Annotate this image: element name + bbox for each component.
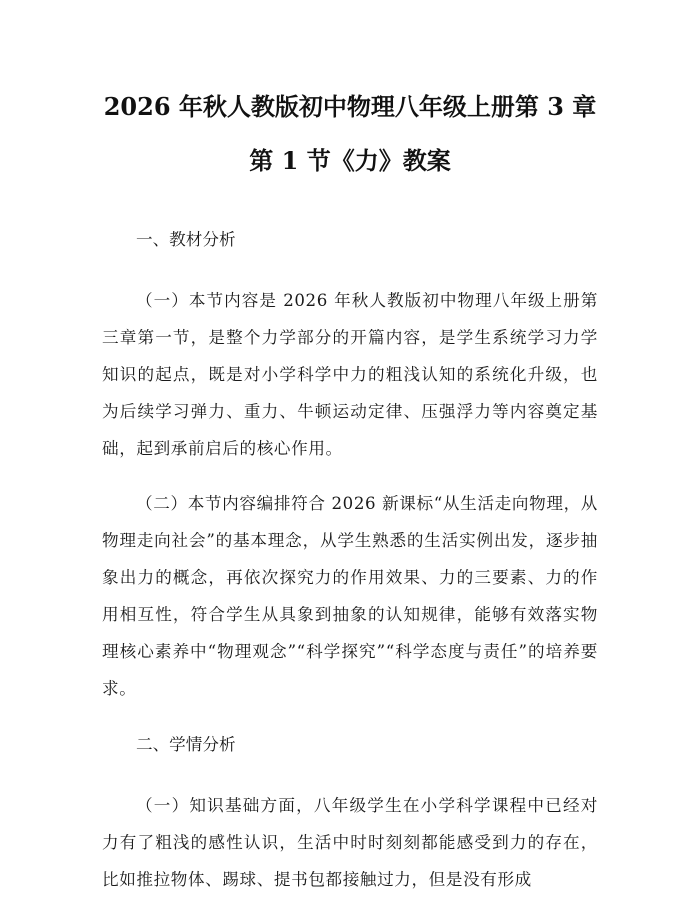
section-heading-textbook-analysis: 一、教材分析 [136, 230, 236, 249]
paragraph: （一）知识基础方面，八年级学生在小学科学课程中已经对力有了粗浅的感性认识，生活中时时刻刻都能感受到力的存在，比如推拉物体、踢球、提书包都接触过力，但是没有形成 [102, 796, 598, 889]
section-heading-student-analysis: 二、学情分析 [136, 735, 236, 754]
paragraph: （一）本节内容是 2026 年秋人教版初中物理八年级上册第三章第一节，是整个力学部分的开篇内容，是学生系统学习力学知识的起点，既是对小学科学中力的粗浅认知的系统化升级，也为后续学习弹力、重力、牛顿运动定律、压强浮力等内容奠定基础，起到承前启后的核心作用。 [102, 291, 598, 458]
document-title [102, 80, 598, 188]
title-line-2: 第 1 节《力》教案 [249, 146, 451, 175]
paragraph: （二）本节内容编排符合 2026 新课标“从生活走向物理，从物理走向社会”的基本理念，从学生熟悉的生活实例出发，逐步抽象出力的概念，再依次探究力的作用效果、力的三要素、力的作用相互性，符合学生从具象到抽象的认知规律，能够有效落实物理核心素养中“物理观念”“科学探究”“科学态度与责任”的培养要求。 [102, 494, 598, 698]
title-line-1: 2026 年秋人教版初中物理八年级上册第 3 章 [103, 92, 597, 121]
document-body [102, 222, 598, 898]
